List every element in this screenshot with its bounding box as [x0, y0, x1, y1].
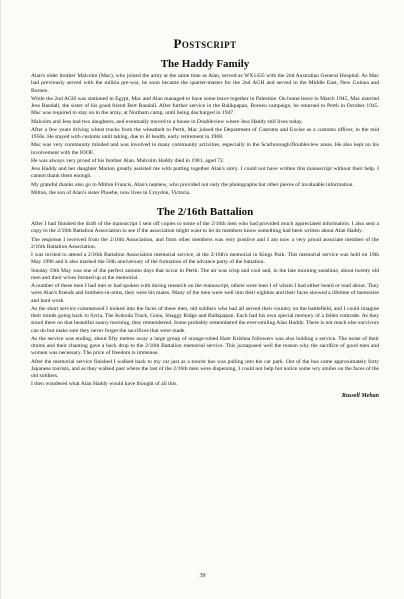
- section-heading-2-16th-battalion: The 2/16th Battalion: [156, 206, 254, 218]
- paragraph: He was always very proud of his brother Alan. Malcolm Haddy died in 1981, aged 72.: [31, 157, 225, 164]
- paragraph: I then wondered what Alan Haddy would have thought of all this.: [31, 381, 178, 388]
- paragraph: The response I received from the 2/16th Association, and from other members was very positive and I am now a very proud associate member of the 2/16th Battalion Association.: [31, 236, 379, 250]
- paragraph: As the service was ending, about fifty metres away a large group of orange-robed Hare Krishna followers was also holding a service. The noise of their drums and their chanting gave a back drop to the 2/16th Battalion memorial service. This juxtaposed well the reason why the sacrifice of good men and women was necessary. The price of freedom is immense.: [31, 335, 379, 357]
- paragraph: I was invited to attend a 2/16th Battalion Association memorial service, at the 2/16th's memorial in Kings Park. This memorial service was held on 19th May 1996 and it also marked the 56th anniversary of the formation of the advance party of the battalion.: [31, 252, 379, 266]
- section-heading-haddy-family: The Haddy Family: [160, 58, 250, 70]
- paragraph: Mac was very community minded and was involved in many community activities, especially in the Scarborough/Doubleview areas. He also kept on his involvement with the IOOF.: [31, 142, 379, 156]
- paragraph: After a few years driving wheat trucks from the wheatbelt to Perth, Mac joined the Department of Customs and Excise as a customs officer, in the mid 1950s. He stayed with customs until taking, due to ill health, early retirement in 1968.: [31, 126, 379, 140]
- paragraph: After the memorial service finished I walked back to my car just as a tourist bus was pulling into the car park. Out of the bus came approximately forty Japanese tourists, and as they walked past where the last of the 2/16th men were dispersing, I could not help but notice some wry smiles on the faces of the old soldiers.: [31, 358, 379, 379]
- paragraph: Malcolm and Jess had two daughters, and eventually moved to a house in Doubleview where Jess Haddy still lives today.: [31, 118, 303, 125]
- paragraph: Jess Haddy and her daughter Marion greatly assisted me with putting together Alan's story. I could not have written this manuscript without their help. I cannot thank them enough.: [31, 166, 379, 180]
- page-number: 39: [199, 573, 206, 579]
- paragraph: As the short service commenced I looked into the faces of these men, old soldiers who had all served their country on the battlefield, and I could imagine their minds going back to Syria, The Kokoda Track, Gona, Shaggy Ridge and Balikpapan. Each had his own special memory of a fallen comrade. As they stood there on that beautiful sunny morning, they remembered. Some probably remembered the ever-smiling Alan Haddy. There is not much else survivors can do but make sure they never forget the sacrifices that were made.: [31, 305, 379, 334]
- paragraph: A number of these men I had met or had spoken with during research on the manuscript, others were men I of whom I had either heard or read about. They were Alan's friends and brothers-in-arms, they were his mates. Many of the men were well into their eighties and their faces showed a lifetime of memories and hard work.: [31, 283, 379, 304]
- author-signature: Russell Mehan: [341, 392, 379, 399]
- paragraph: After I had finished the draft of the manuscript I sent off copies to some of the 2/16th men who had provided much appreciated information. I also sent a copy to the 2/16th Battalion Association to see if the association might want to let its members know something had been written about Alan Haddy.: [31, 221, 379, 235]
- paragraph: Alan's older brother Malcolm (Mac), who joined the army at the same time as Alan, served as WX1435 with the 2nd Australian General Hospital. As Mac had previously served with the militia pre-war, he soon became the quarter-master for the 2nd AGH and served in the Middle East, New Guinea and Borneo.: [31, 73, 379, 94]
- paragraph: Milton, the son of Alan's sister Phoebe, now lives in Croydon, Victoria.: [31, 189, 191, 196]
- paragraph: Sunday 19th May was one of the perfect autumn days that occur in Perth. The air was crisp and cool and, in the late morning sunshine, about twenty old men and their wives formed up at the memorial.: [31, 267, 379, 281]
- page-title: Postscript: [173, 36, 237, 51]
- page-content: [31, 36, 379, 399]
- paragraph: While the 2nd AGH was stationed in Egypt, Mac and Alan managed to have some leave together in Palestine. On home leave in March 1945, Mac married Jess Randall, the sister of his good friend Bert Randall. After further service in the Balikpapan, Borneo campaign, he returned to Perth in October 1945. Mac was required to stay on in the army, at Northam camp, until being discharged in 1947.: [31, 95, 379, 117]
- paragraph: My grateful thanks also go to Milton Francis, Alan's nephew, who provided not only the photographs but other pieces of invaluable information.: [31, 181, 354, 188]
